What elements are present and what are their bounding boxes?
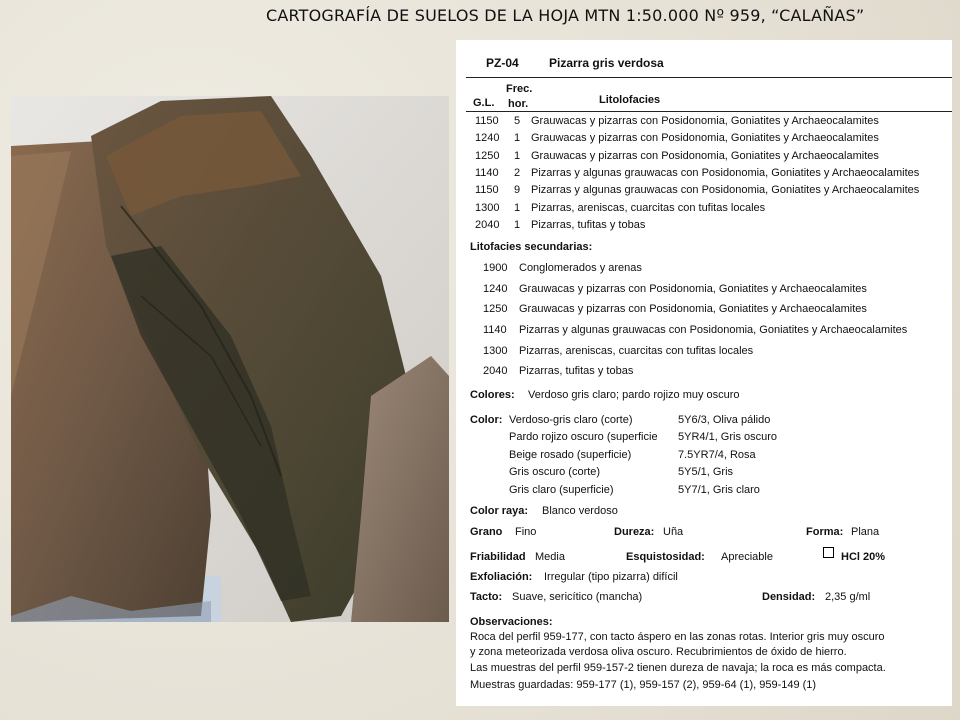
color-munsell: 5YR4/1, Gris oscuro xyxy=(678,431,778,443)
color-desc: Gris claro (superficie) xyxy=(509,484,614,496)
row-frec: 1 xyxy=(514,219,521,231)
exfoliacion-value: Irregular (tipo pizarra) difícil xyxy=(544,571,678,583)
forma-value: Plana xyxy=(851,526,880,538)
color-desc: Verdoso-gris claro (corte) xyxy=(509,414,633,426)
row-gl: 1150 xyxy=(475,115,499,127)
sample-name: Pizarra gris verdosa xyxy=(549,56,664,70)
row-desc: Pizarras y algunas grauwacas con Posidonomia, Goniatites y Archaeocalamites xyxy=(531,184,920,196)
color-desc: Gris oscuro (corte) xyxy=(509,466,601,478)
colores-value: Verdoso gris claro; pardo rojizo muy oscuro xyxy=(528,389,740,401)
row-desc: Pizarras y algunas grauwacas con Posidonomia, Goniatites y Archaeocalamites xyxy=(531,167,920,179)
row-desc: Pizarras, tufitas y tobas xyxy=(531,219,646,231)
secondary-label: Litofacies secundarias: xyxy=(470,241,593,253)
color-raya-value: Blanco verdoso xyxy=(542,505,618,517)
dureza-label: Dureza: xyxy=(614,526,655,538)
col-frec-header: Frec. xyxy=(506,83,533,95)
secondary-code: 1240 xyxy=(483,283,508,295)
secondary-code: 2040 xyxy=(483,365,508,377)
col-litofacies-header: Litolofacies xyxy=(599,94,661,106)
row-frec: 1 xyxy=(514,202,521,214)
secondary-code: 1250 xyxy=(483,303,508,315)
colores-label: Colores: xyxy=(470,389,515,401)
col-gl-header: G.L. xyxy=(473,97,495,109)
row-gl: 1250 xyxy=(475,150,500,162)
color-munsell: 7.5YR7/4, Rosa xyxy=(678,449,756,461)
row-desc: Grauwacas y pizarras con Posidonomia, Goniatites y Archaeocalamites xyxy=(531,150,879,162)
hcl-label: HCl 20% xyxy=(841,551,886,563)
color-desc: Beige rosado (superficie) xyxy=(509,449,632,461)
observaciones-line: y zona meteorizada verdosa oliva oscuro. Recubrimientos de óxido de hierro. xyxy=(470,646,847,658)
row-frec: 5 xyxy=(514,115,521,127)
color-munsell: 5Y5/1, Gris xyxy=(678,466,734,478)
rock-photo xyxy=(11,96,449,622)
friabilidad-label: Friabilidad xyxy=(470,551,526,563)
sample-code: PZ-04 xyxy=(486,56,519,70)
rock-illustration xyxy=(11,96,449,622)
secondary-desc: Pizarras, areniscas, cuarcitas con tufitas locales xyxy=(519,345,754,357)
row-frec: 1 xyxy=(514,150,521,162)
hcl-checkbox[interactable] xyxy=(823,547,834,558)
row-gl: 1140 xyxy=(475,167,499,179)
observaciones-line: Las muestras del perfil 959-157-2 tienen dureza de navaja; la roca es más compacta. xyxy=(470,662,886,674)
row-desc: Grauwacas y pizarras con Posidonomia, Goniatites y Archaeocalamites xyxy=(531,132,879,144)
tacto-label: Tacto: xyxy=(470,591,503,603)
friabilidad-value: Media xyxy=(535,551,565,563)
row-gl: 2040 xyxy=(475,219,500,231)
secondary-code: 1300 xyxy=(483,345,508,357)
esquistosidad-value: Apreciable xyxy=(721,551,773,563)
densidad-label: Densidad: xyxy=(762,591,816,603)
tacto-value: Suave, sericítico (mancha) xyxy=(512,591,643,603)
secondary-desc: Grauwacas y pizarras con Posidonomia, Goniatites y Archaeocalamites xyxy=(519,303,867,315)
row-desc: Grauwacas y pizarras con Posidonomia, Goniatites y Archaeocalamites xyxy=(531,115,879,127)
color-raya-label: Color raya: xyxy=(470,505,529,517)
row-frec: 1 xyxy=(514,132,521,144)
page-title: CARTOGRAFÍA DE SUELOS DE LA HOJA MTN 1:50.000 Nº 959, “CALAÑAS” xyxy=(266,6,865,25)
row-gl: 1240 xyxy=(475,132,500,144)
secondary-code: 1140 xyxy=(483,324,507,336)
secondary-desc: Pizarras, tufitas y tobas xyxy=(519,365,634,377)
esquistosidad-label: Esquistosidad: xyxy=(626,551,705,563)
forma-label: Forma: xyxy=(806,526,844,538)
color-label: Color: xyxy=(470,414,503,426)
densidad-value: 2,35 g/ml xyxy=(825,591,871,603)
secondary-desc: Pizarras y algunas grauwacas con Posidonomia, Goniatites y Archaeocalamites xyxy=(519,324,908,336)
secondary-code: 1900 xyxy=(483,262,508,274)
dureza-value: Uña xyxy=(663,526,684,538)
secondary-desc: Conglomerados y arenas xyxy=(519,262,642,274)
grano-label: Grano xyxy=(470,526,503,538)
observaciones-line: Roca del perfil 959-177, con tacto áspero en las zonas rotas. Interior gris muy oscuro xyxy=(470,631,885,643)
col-hor-header: hor. xyxy=(508,98,529,110)
exfoliacion-label: Exfoliación: xyxy=(470,571,533,583)
color-munsell: 5Y6/3, Oliva pálido xyxy=(678,414,771,426)
row-desc: Pizarras, areniscas, cuarcitas con tufitas locales xyxy=(531,202,766,214)
rock-data-sheet xyxy=(456,40,952,706)
row-frec: 9 xyxy=(514,184,521,196)
observaciones-label: Observaciones: xyxy=(470,616,553,628)
secondary-desc: Grauwacas y pizarras con Posidonomia, Goniatites y Archaeocalamites xyxy=(519,283,867,295)
observaciones-line: Muestras guardadas: 959-177 (1), 959-157 (2), 959-64 (1), 959-149 (1) xyxy=(470,679,817,691)
row-gl: 1150 xyxy=(475,184,499,196)
header-divider xyxy=(466,77,952,78)
color-munsell: 5Y7/1, Gris claro xyxy=(678,484,760,496)
row-gl: 1300 xyxy=(475,202,500,214)
row-frec: 2 xyxy=(514,167,521,179)
color-desc: Pardo rojizo oscuro (superficie xyxy=(509,431,658,443)
table-header-divider xyxy=(466,111,952,112)
grano-value: Fino xyxy=(515,526,537,538)
